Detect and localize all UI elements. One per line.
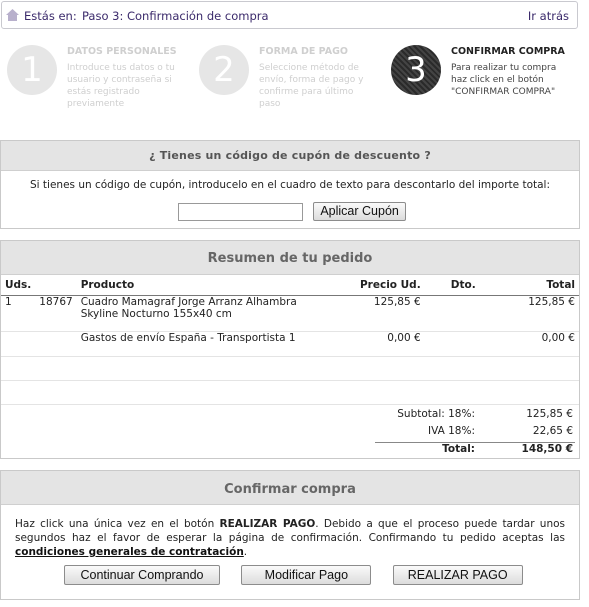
summary-title: Resumen de tu pedido	[1, 241, 579, 275]
cell-ref	[35, 331, 76, 356]
column-header: Precio Ud.	[337, 275, 425, 295]
column-header: Dto.	[425, 275, 480, 295]
confirm-text: . Debido a que el proceso puede tardar unos segundos haz el favor de esperar la página de confirmación. Confirmando tu pedido aceptas las	[15, 518, 566, 544]
column-header: Total	[480, 275, 579, 295]
table-row-empty	[1, 356, 579, 380]
step-description: Seleccione método de envío, forma de pago y confirme para último paso	[259, 63, 364, 109]
continue-shopping-button[interactable]: Continuar Comprando	[64, 565, 220, 585]
total-value: 148,50 €	[521, 443, 573, 455]
make-payment-button[interactable]: REALIZAR PAGO	[393, 565, 523, 585]
cell-product: Cuadro Mamagraf Jorge Arranz Alhambra Skyline Nocturno 155x40 cm	[77, 295, 337, 331]
confirm-title: Confirmar compra	[1, 471, 579, 505]
confirm-text: .	[243, 546, 248, 558]
modify-payment-button[interactable]: Modificar Pago	[241, 565, 371, 585]
iva-value: 22,65 €	[532, 425, 573, 437]
step-title: CONFIRMAR COMPRA	[451, 46, 565, 57]
cell-discount	[425, 331, 480, 356]
column-header: Producto	[77, 275, 337, 295]
step-personal-data	[0, 38, 180, 118]
step-title: FORMA DE PAGO	[259, 46, 348, 57]
step-number-badge: 3	[391, 45, 441, 95]
confirm-instructions	[15, 517, 565, 559]
step-payment	[192, 38, 372, 118]
cell-qty: 1	[1, 295, 35, 331]
coupon-instructions: Si tienes un código de cupón, introducelo en el cuadro de texto para descontarlo del importe total:	[30, 179, 550, 191]
subtotal-value: 125,85 €	[526, 408, 573, 420]
step-number-badge: 1	[7, 45, 57, 95]
cell-product: Gastos de envío España - Transportista 1	[77, 331, 337, 356]
confirm-text-bold: REALIZAR PAGO	[219, 518, 316, 530]
back-link[interactable]: Ir atrás	[527, 9, 569, 23]
column-header	[35, 275, 76, 295]
confirm-text: Haz click una única vez en el botón	[15, 518, 220, 530]
terms-link[interactable]: condiciones generales de contratación	[15, 546, 244, 558]
cell-price: 125,85 €	[337, 295, 425, 331]
breadcrumb-current-step: Paso 3: Confirmación de compra	[82, 9, 269, 23]
order-summary-panel	[0, 240, 580, 459]
step-title: DATOS PERSONALES	[67, 46, 177, 57]
column-header: Uds.	[1, 275, 35, 295]
iva-label: IVA 18%:	[427, 425, 475, 437]
checkout-steps	[0, 38, 589, 118]
cell-total: 125,85 €	[480, 295, 579, 331]
cell-qty	[1, 331, 35, 356]
order-totals	[375, 408, 575, 459]
table-row	[1, 295, 579, 331]
order-table	[1, 275, 579, 405]
confirm-panel	[0, 470, 580, 600]
cell-price: 0,00 €	[337, 331, 425, 356]
coupon-input[interactable]	[178, 203, 303, 221]
step-description: Introduce tus datos o tu usuario y contraseña si estás registrado previamente	[67, 63, 175, 109]
coupon-title: ¿ Tienes un código de cupón de descuento ?	[1, 141, 579, 171]
subtotal-label: Subtotal: 18%:	[397, 408, 475, 420]
apply-coupon-button[interactable]: Aplicar Cupón	[313, 202, 406, 221]
cell-ref: 18767	[35, 295, 76, 331]
step-number-badge: 2	[199, 45, 249, 95]
cell-discount	[425, 295, 480, 331]
breadcrumb-label: Estás en:	[24, 9, 77, 23]
cell-total: 0,00 €	[480, 331, 579, 356]
total-label: Total:	[442, 443, 475, 455]
step-confirm	[384, 38, 564, 118]
home-icon[interactable]	[6, 9, 19, 21]
breadcrumb	[1, 1, 578, 29]
table-row	[1, 331, 579, 356]
coupon-panel	[0, 140, 580, 229]
step-description: Para realizar tu compra haz click en el botón "CONFIRMAR COMPRA"	[451, 63, 557, 97]
table-row-empty	[1, 380, 579, 404]
